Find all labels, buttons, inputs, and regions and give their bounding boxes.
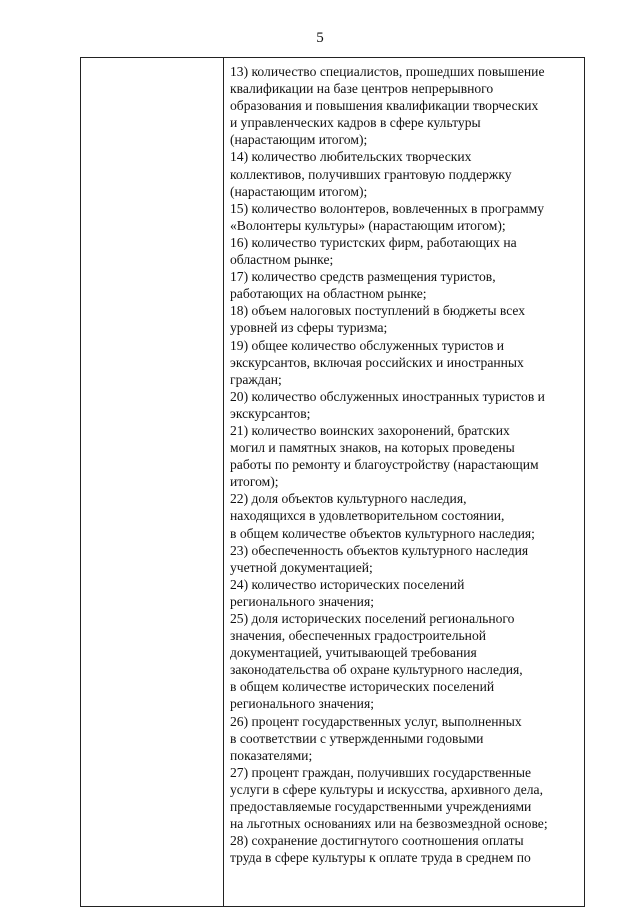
list-item-line: 17) количество средств размещения туристов,	[230, 269, 496, 285]
list-item-line: 28) сохранение достигнутого соотношения оплаты	[230, 833, 524, 849]
list-item-line: (нарастающим итогом);	[230, 183, 368, 199]
list-item-line: предоставляемые государственными учреждениями	[230, 799, 532, 815]
list-item-line: 18) объем налоговых поступлений в бюджеты всех	[230, 303, 526, 319]
list-item-line: работающих на областном рынке;	[230, 286, 427, 302]
list-item	[230, 832, 582, 866]
list-item-line: 24) количество исторических поселений	[230, 576, 465, 592]
indicator-list	[230, 63, 582, 866]
list-item-line: в общем количестве объектов культурного наследия;	[230, 525, 535, 541]
list-item-line: областном рынке;	[230, 252, 334, 268]
page-number: 5	[316, 30, 324, 46]
list-item-line: труда в сфере культуры к оплате труда в среднем по	[230, 850, 531, 866]
document-table	[80, 57, 585, 907]
list-item-line: 21) количество воинских захоронений, братских	[230, 422, 510, 438]
list-item-line: экскурсантов;	[230, 405, 311, 421]
list-item-line: граждан;	[230, 371, 282, 387]
list-item-line: регионального значения;	[230, 696, 374, 712]
list-item	[230, 490, 582, 541]
list-item	[230, 234, 582, 268]
list-item-line: в общем количестве исторических поселений	[230, 679, 495, 695]
list-item	[230, 337, 582, 388]
list-item	[230, 576, 582, 610]
column-divider	[223, 58, 224, 906]
list-item-line: на льготных основаниях или на безвозмездной основе;	[230, 816, 548, 832]
list-item-line: 27) процент граждан, получивших государственные	[230, 764, 532, 780]
list-item-line: документацией, учитывающей требования	[230, 645, 477, 661]
list-item	[230, 148, 582, 199]
list-item-line: квалификации на базе центров непрерывного	[230, 81, 494, 97]
table-left-cell	[81, 58, 223, 906]
list-item-line: показателями;	[230, 747, 313, 763]
list-item-line: 19) общее количество обслуженных туристов и	[230, 337, 505, 353]
list-item-line: 25) доля исторических поселений регионального	[230, 611, 515, 626]
list-item-line: (нарастающим итогом);	[230, 132, 368, 148]
list-item-line: услуги в сфере культуры и искусства, архивного дела,	[230, 781, 543, 797]
list-item	[230, 713, 582, 764]
list-item-line: 16) количество туристских фирм, работающих на	[230, 234, 517, 250]
list-item	[230, 764, 582, 832]
list-item-line: образования и повышения квалификации творческих	[230, 98, 539, 114]
list-item-line: законодательства об охране культурного наследия,	[230, 662, 523, 678]
list-item-line: могил и памятных знаков, на которых проведены	[230, 440, 515, 456]
list-item-line: 13) количество специалистов, прошедших повышение	[230, 64, 545, 79]
list-item	[230, 388, 582, 422]
list-item-line: 14) количество любительских творческих	[230, 149, 472, 165]
list-item-line: находящихся в удовлетворительном состоянии,	[230, 508, 505, 524]
list-item-line: экскурсантов, включая российских и иностранных	[230, 354, 524, 370]
list-item-line: уровней из сферы туризма;	[230, 320, 388, 336]
list-item	[230, 610, 582, 713]
list-item	[230, 63, 582, 148]
list-item-line: учетной документацией;	[230, 559, 373, 575]
list-item-line: 20) количество обслуженных иностранных туристов и	[230, 388, 545, 404]
list-item-line: и управленческих кадров в сфере культуры	[230, 115, 481, 131]
list-item	[230, 302, 582, 336]
list-item-line: 26) процент государственных услуг, выполненных	[230, 713, 522, 729]
list-item-line: в соответствии с утвержденными годовыми	[230, 730, 484, 746]
list-item-line: 23) обеспеченность объектов культурного наследия	[230, 542, 529, 558]
list-item	[230, 268, 582, 302]
list-item-line: значения, обеспеченных градостроительной	[230, 628, 487, 644]
list-item-line: регионального значения;	[230, 593, 374, 609]
list-item	[230, 200, 582, 234]
list-item-line: 22) доля объектов культурного наследия,	[230, 491, 467, 507]
list-item-line: итогом);	[230, 474, 279, 490]
list-item	[230, 542, 582, 576]
list-item	[230, 422, 582, 490]
list-item-line: «Волонтеры культуры» (нарастающим итогом);	[230, 217, 506, 233]
list-item-line: коллективов, получивших грантовую поддержку	[230, 166, 512, 182]
list-item-line: работы по ремонту и благоустройству (нарастающим	[230, 457, 539, 473]
list-item-line: 15) количество волонтеров, вовлеченных в программу	[230, 200, 545, 216]
